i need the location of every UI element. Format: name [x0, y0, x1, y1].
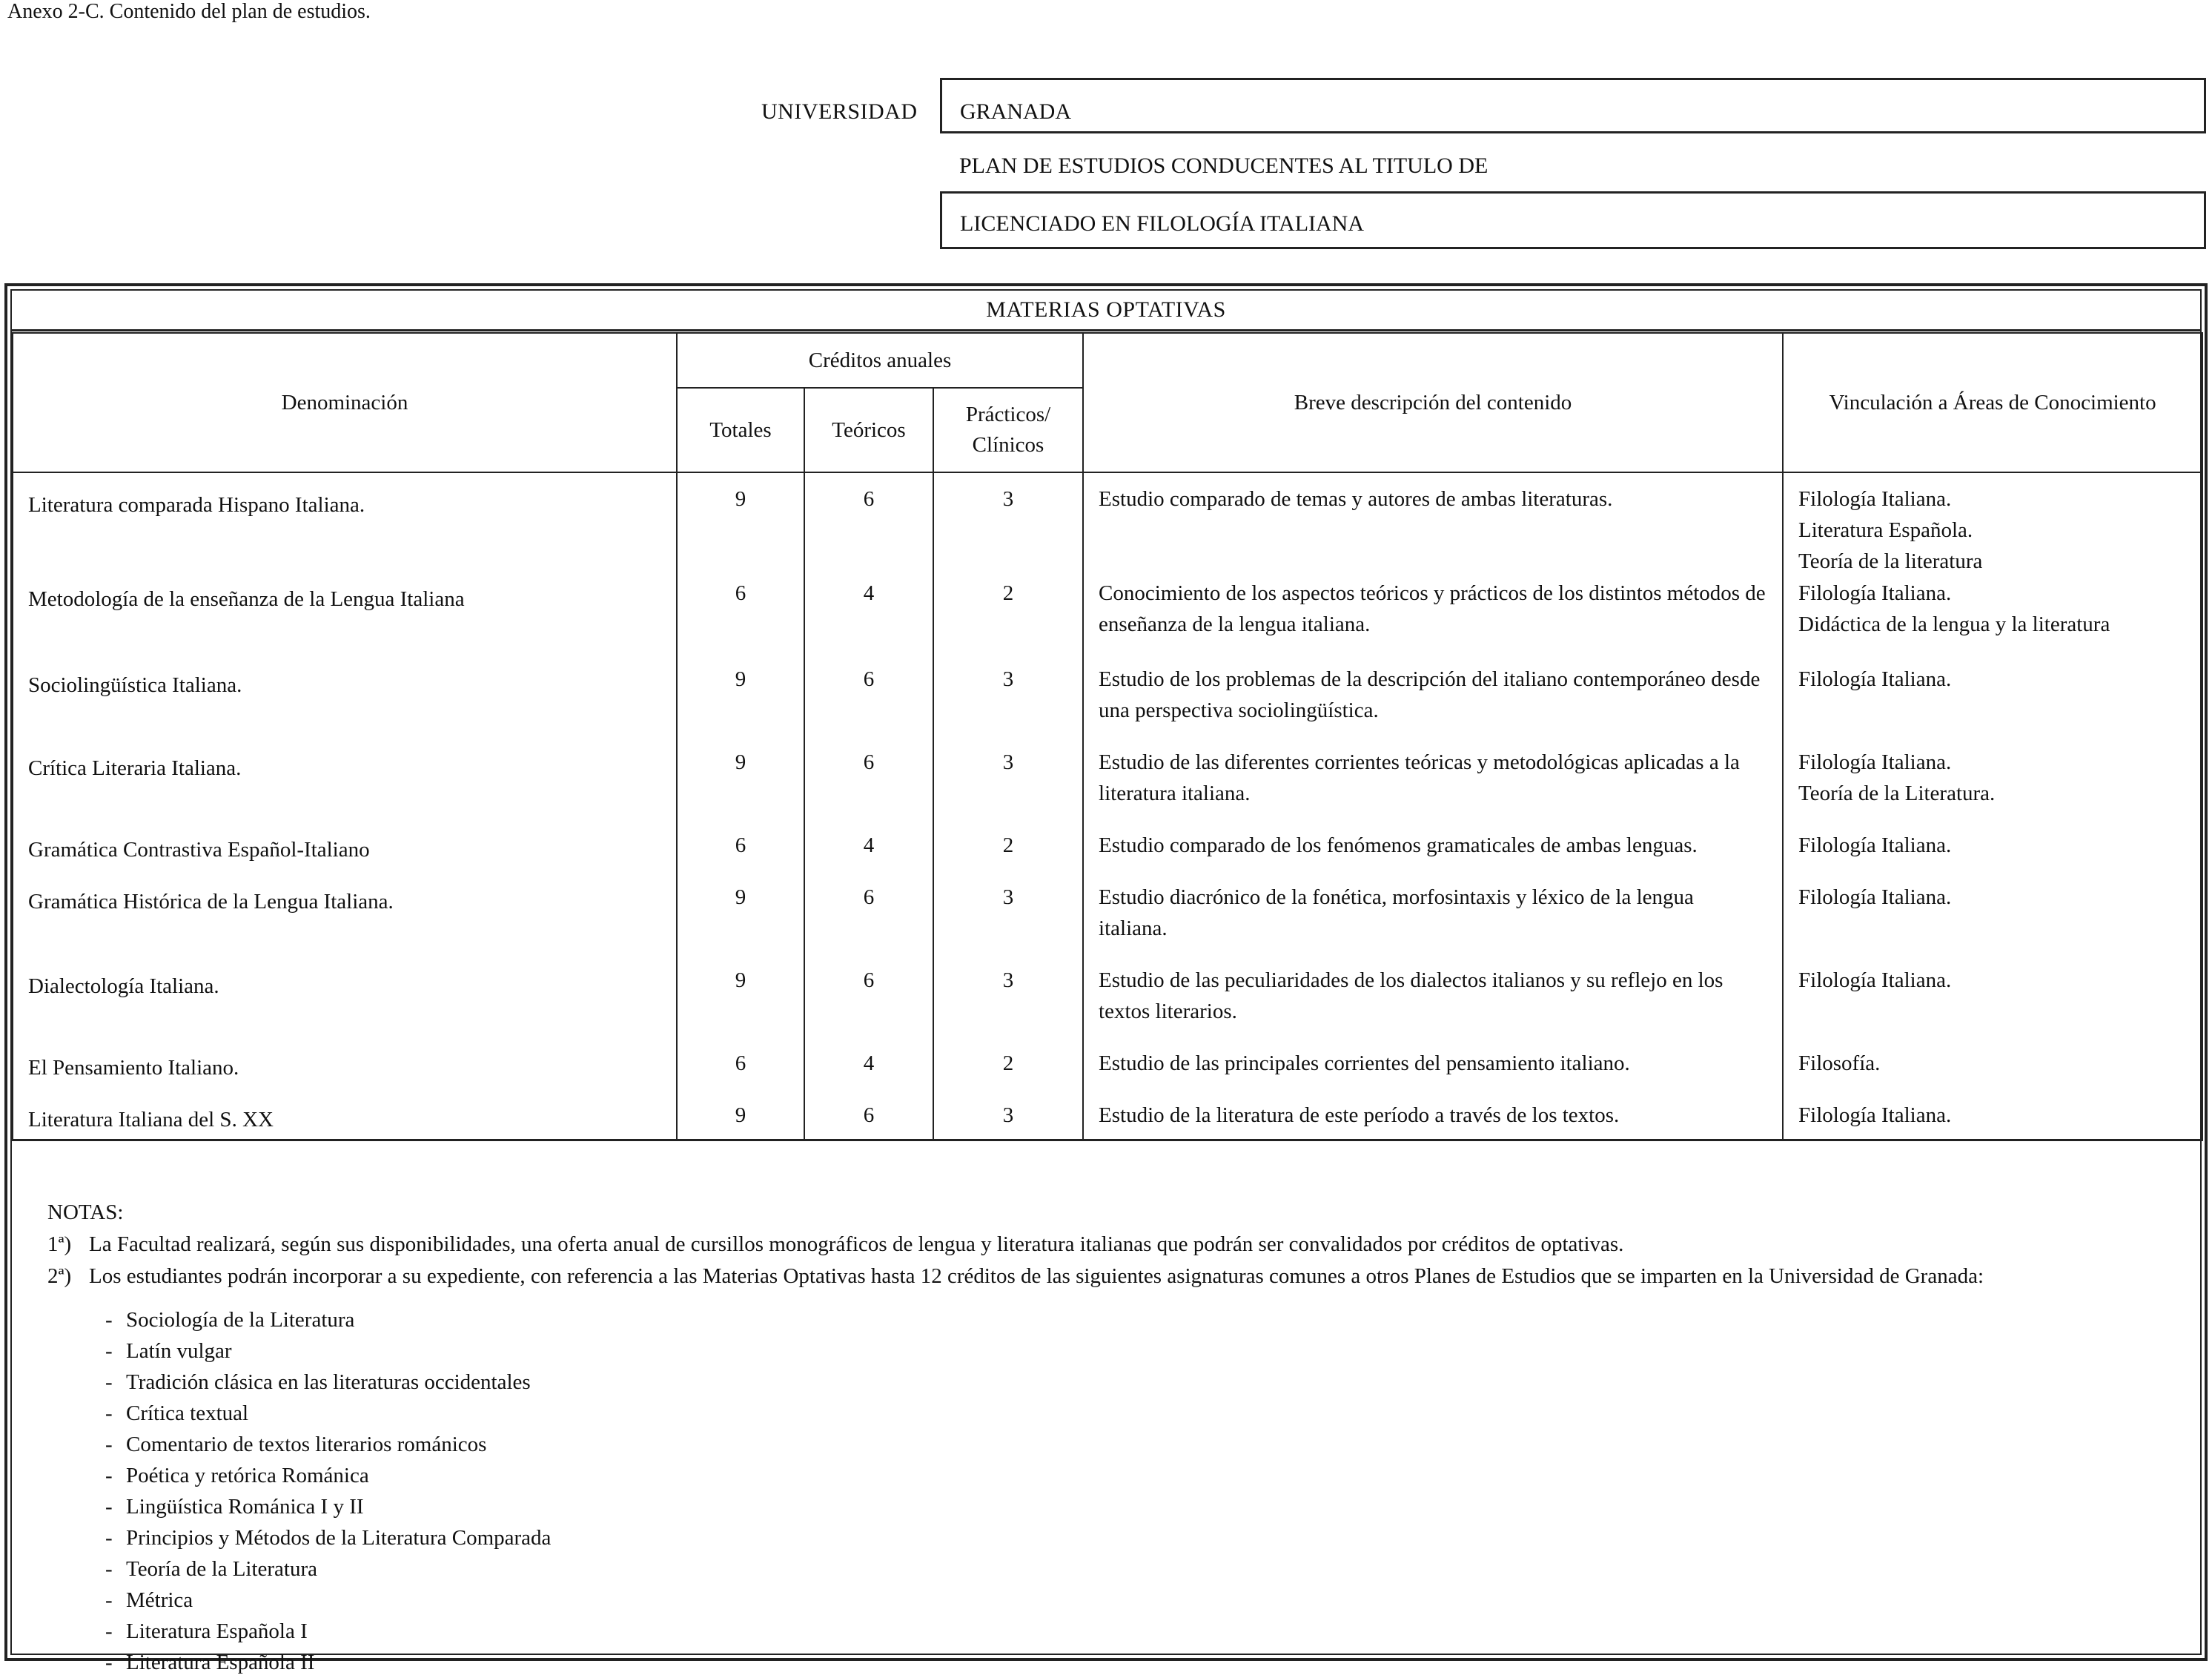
area-line: Filología Italiana. [1798, 833, 1952, 857]
list-item [105, 1616, 2185, 1647]
row-denominacion: Sociolingüística Italiana. [13, 664, 677, 747]
university-label: UNIVERSIDAD [761, 99, 918, 124]
bullet-dash: - [105, 1464, 113, 1488]
table-row [13, 1100, 2202, 1140]
row-denominacion: El Pensamiento Italiano. [13, 1048, 677, 1100]
row-totales: 6 [677, 1048, 804, 1100]
row-teoricos: 6 [804, 664, 933, 747]
row-descripcion: Estudio de las diferentes corrientes teóricas y metodológicas aplicadas a la literatura italiana. [1083, 747, 1783, 830]
header-totales: Totales [677, 388, 804, 472]
list-item [105, 1553, 2185, 1585]
row-practicos: 3 [933, 882, 1083, 965]
row-areas [1783, 747, 2202, 830]
row-totales: 9 [677, 747, 804, 830]
row-areas [1783, 578, 2202, 664]
row-totales: 6 [677, 578, 804, 664]
row-descripcion: Estudio de la literatura de este período a través de los textos. [1083, 1100, 1783, 1140]
row-practicos: 3 [933, 472, 1083, 578]
row-practicos: 3 [933, 747, 1083, 830]
university-value: GRANADA [960, 99, 1071, 124]
row-practicos: 3 [933, 664, 1083, 747]
area-line: Filología Italiana. [1798, 1103, 1952, 1127]
bullet-dash: - [105, 1651, 113, 1675]
row-descripcion: Estudio de las peculiaridades de los dialectos italianos y su reflejo en los textos literarios. [1083, 965, 1783, 1048]
row-areas [1783, 882, 2202, 965]
row-teoricos: 6 [804, 882, 933, 965]
list-item [105, 1585, 2185, 1616]
area-line: Filología Italiana. [1798, 968, 1952, 992]
area-line: Filosofía. [1798, 1051, 1881, 1075]
table-row [13, 830, 2202, 882]
table-row [13, 1048, 2202, 1100]
list-item [105, 1460, 2185, 1491]
row-teoricos: 6 [804, 747, 933, 830]
row-teoricos: 4 [804, 830, 933, 882]
table-row [13, 664, 2202, 747]
row-totales: 9 [677, 965, 804, 1048]
row-totales: 9 [677, 882, 804, 965]
row-denominacion: Literatura comparada Hispano Italiana. [13, 472, 677, 578]
row-descripcion: Conocimiento de los aspectos teóricos y prácticos de los distintos métodos de enseñanza de la lengua italiana. [1083, 578, 1783, 664]
row-practicos: 2 [933, 830, 1083, 882]
row-teoricos: 6 [804, 1100, 933, 1140]
bullet-dash: - [105, 1557, 113, 1582]
row-denominacion: Dialectología Italiana. [13, 965, 677, 1048]
row-practicos: 3 [933, 1100, 1083, 1140]
row-teoricos: 4 [804, 578, 933, 664]
note-item [47, 1262, 2185, 1291]
row-totales: 6 [677, 830, 804, 882]
materias-table [12, 332, 2203, 1141]
bullet-dash: - [105, 1526, 113, 1550]
subject-name: Tradición clásica en las literaturas occidentales [126, 1370, 531, 1395]
row-totales: 9 [677, 472, 804, 578]
row-denominacion: Gramática Contrastiva Español-Italiano [13, 830, 677, 882]
area-line: Teoría de la Literatura. [1798, 782, 1996, 806]
bullet-dash: - [105, 1308, 113, 1332]
subject-name: Teoría de la Literatura [126, 1557, 318, 1582]
note-number: 1ª) [47, 1232, 72, 1257]
list-item [105, 1398, 2185, 1429]
bullet-dash: - [105, 1619, 113, 1644]
area-line: Filología Italiana. [1798, 885, 1952, 909]
list-item [105, 1335, 2185, 1367]
section-title: MATERIAS OPTATIVAS [12, 291, 2200, 331]
materias-inner-frame [10, 289, 2202, 1675]
row-descripcion: Estudio comparado de temas y autores de ambas literaturas. [1083, 472, 1783, 578]
subject-name: Poética y retórica Románica [126, 1464, 369, 1488]
bullet-dash: - [105, 1495, 113, 1519]
notes-title: NOTAS: [47, 1200, 124, 1224]
table-row [13, 965, 2202, 1048]
subject-name: Comentario de textos literarios románicos [126, 1433, 487, 1457]
degree-title: LICENCIADO EN FILOLOGÍA ITALIANA [960, 211, 1365, 236]
note-text: Los estudiantes podrán incorporar a su expediente, con referencia a las Materias Optativas hasta 12 créditos de las siguientes asignaturas comunes a otros Planes de Estudios que se imparten en la Universidad de Granada: [89, 1264, 1984, 1289]
area-line: Filología Italiana. [1798, 487, 1952, 511]
row-teoricos: 6 [804, 472, 933, 578]
row-descripcion: Estudio de los problemas de la descripción del italiano contemporáneo desde una perspectiva sociolingüística. [1083, 664, 1783, 747]
subject-name: Sociología de la Literatura [126, 1308, 355, 1332]
row-practicos: 2 [933, 1048, 1083, 1100]
note-number: 2ª) [47, 1264, 72, 1289]
row-areas [1783, 1048, 2202, 1100]
header-creditos: Créditos anuales [677, 333, 1083, 388]
header-denominacion: Denominación [13, 333, 677, 472]
bullet-dash: - [105, 1370, 113, 1395]
row-areas [1783, 965, 2202, 1048]
table-row [13, 472, 2202, 578]
list-item [105, 1367, 2185, 1398]
bullet-dash: - [105, 1401, 113, 1426]
area-line: Filología Italiana. [1798, 581, 1952, 605]
row-areas [1783, 830, 2202, 882]
subject-name: Crítica textual [126, 1401, 249, 1426]
area-line: Literatura Española. [1798, 518, 1973, 543]
list-item [105, 1647, 2185, 1678]
note-item [47, 1230, 2185, 1259]
row-areas [1783, 664, 2202, 747]
annex-heading: Anexo 2-C. Contenido del plan de estudios. [7, 0, 371, 23]
subject-name: Principios y Métodos de la Literatura Comparada [126, 1526, 552, 1550]
row-teoricos: 4 [804, 1048, 933, 1100]
row-totales: 9 [677, 1100, 804, 1140]
row-denominacion: Metodología de la enseñanza de la Lengua Italiana [13, 578, 677, 664]
table-row [13, 747, 2202, 830]
table-row [13, 578, 2202, 664]
row-denominacion: Gramática Histórica de la Lengua Italiana. [13, 882, 677, 965]
list-item [105, 1522, 2185, 1553]
header-vinculacion: Vinculación a Áreas de Conocimiento [1783, 333, 2202, 472]
row-descripcion: Estudio comparado de los fenómenos gramaticales de ambas lenguas. [1083, 830, 1783, 882]
subject-name: Literatura Española I [126, 1619, 308, 1644]
materias-frame [4, 283, 2208, 1675]
plan-label: PLAN DE ESTUDIOS CONDUCENTES AL TITULO DE [959, 153, 1489, 178]
subject-name: Métrica [126, 1588, 193, 1613]
area-line: Filología Italiana. [1798, 750, 1952, 774]
list-item [105, 1304, 2185, 1335]
subject-name: Lingüística Románica I y II [126, 1495, 364, 1519]
table-row [13, 882, 2202, 965]
row-descripcion: Estudio de las principales corrientes del pensamiento italiano. [1083, 1048, 1783, 1100]
header-teoricos: Teóricos [804, 388, 933, 472]
bullet-dash: - [105, 1433, 113, 1457]
header-descripcion: Breve descripción del contenido [1083, 333, 1783, 472]
area-line: Filología Italiana. [1798, 667, 1952, 691]
list-item [105, 1491, 2185, 1522]
row-areas [1783, 1100, 2202, 1140]
list-item [105, 1429, 2185, 1460]
row-totales: 9 [677, 664, 804, 747]
row-practicos: 3 [933, 965, 1083, 1048]
area-line: Didáctica de la lengua y la literatura [1798, 612, 2110, 637]
row-areas [1783, 472, 2202, 578]
bullet-dash: - [105, 1588, 113, 1613]
degree-title-box [940, 191, 2206, 249]
row-teoricos: 6 [804, 965, 933, 1048]
header-practicos: Prácticos/ Clínicos [933, 388, 1083, 472]
notes-section [47, 1198, 2185, 1678]
bullet-dash: - [105, 1339, 113, 1364]
subject-name: Latín vulgar [126, 1339, 232, 1364]
university-box [940, 78, 2206, 133]
common-subjects-list [105, 1304, 2185, 1678]
subject-name: Literatura Española II [126, 1651, 315, 1675]
row-practicos: 2 [933, 578, 1083, 664]
row-denominacion: Literatura Italiana del S. XX [13, 1100, 677, 1140]
note-text: La Facultad realizará, según sus disponibilidades, una oferta anual de cursillos monográficos de lengua y literatura italianas que podrán ser convalidados por créditos de optativas. [89, 1232, 1624, 1257]
row-denominacion: Crítica Literaria Italiana. [13, 747, 677, 830]
row-descripcion: Estudio diacrónico de la fonética, morfosintaxis y léxico de la lengua italiana. [1083, 882, 1783, 965]
area-line: Teoría de la literatura [1798, 549, 1983, 574]
